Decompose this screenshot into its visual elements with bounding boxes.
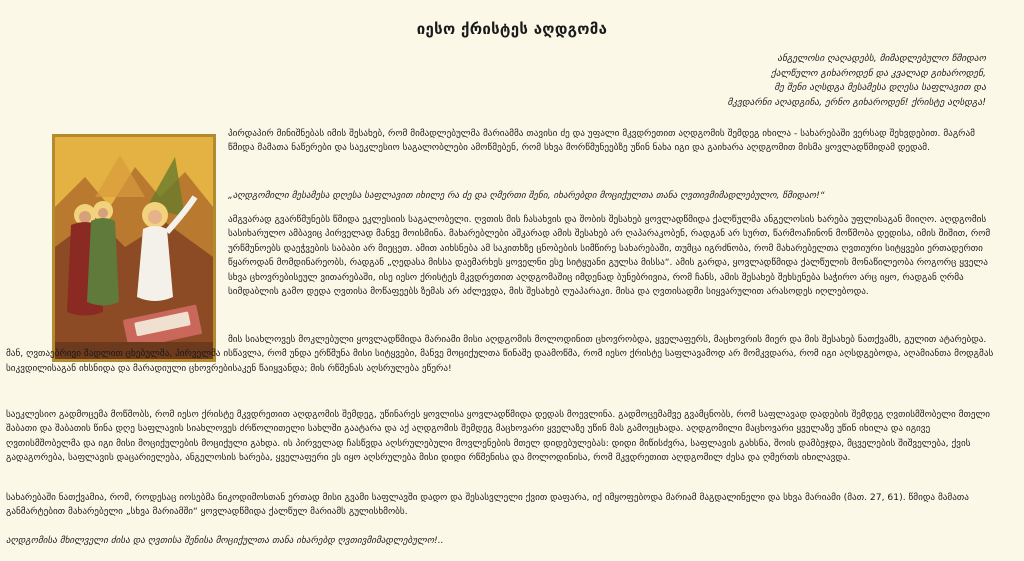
epigraph-line: ანგელოსი ღაღადებს, მიმადლებულო წმიდაო bbox=[777, 53, 986, 64]
hymn-quote: „აღდგომილი მესამესა დღესა საფლავით იხილე რა ძე და ღმერთი შენი, იხარებდი მოციქულთა თანა ღვთივმიმადლებულო, წმიდაო!“ bbox=[228, 190, 825, 201]
paragraph: სახარებაში ნათქვამია, რომ, როდესაც იოსებმა ნიკოდიმოსთან ერთად მისი გვამი საფლავში დადო და შესასვლელი ქვით დაფარა, იქ იმყოფებოდა მარიამ მაგდალინელი და სხვა მარიამი (მათ. 27, 61). წმიდა მამათა განმარტებით მახარებელი „სხვა მარიამში“ ყოვლადწმიდა ქალწულ მარიამს გულისხმობს. bbox=[6, 492, 969, 518]
paragraph: მის სიახლოვეს მოკლებული ყოვლადწმიდა მარიამი მისი აღდგომის მოლოდინით ცხოვრობდა, ყველაფერს, მაცხოვრის მიერ და მის შესახებ ნათქვამს, გულით ატარებდა. მან, ღვთაებრივი მადლით ცხებულმა, პირველმა ისწავლა, რომ უნდა ერწმუნა მისი სიტყვები, მანვე მოციქულთა წინაშე დაამოწმა, რომ იესო ქრისტე საფლავამოდ არ მომკვდარა, რომ იგი აღსდგებოდა, აღამიანთა მოდგმას სიკვდილისაგან იხსნიდა და მარადიული ცხოვრებისაკენ წაიყვანდა; მის რწმენას აღსრულება ეწერა! bbox=[6, 334, 994, 374]
epigraph-line: ქალწულო გიხაროდენ და კვალად გიხაროდენ, bbox=[771, 67, 986, 79]
article bbox=[6, 0, 1018, 561]
epigraph-line: მე შენი აღსდგა მესამესა დღესა საფლავით და bbox=[774, 82, 986, 93]
epigraph bbox=[606, 52, 986, 110]
paragraph: პირდაპირ მინიშნებას იმის შესახებ, რომ მიმადლებულმა მარიამმა თავისი ძე და უფალი მკვდრეთით აღდგომის შემდეგ იხილა - სახარებაში ვერსად შეხვდებით. მაგრამ წმიდა მამათა ნაწერები და საეკლესიო საგალობლები ამოწმებენ, რომ სხვა მორწმუნეებზე უწინ ნახა იგი და გაიხარა აღდგომით მისმა ყოვლადწმიდამ დედამ. bbox=[228, 128, 975, 154]
epigraph-line: მკვდარნი აღადგინა, ერნო გიხაროდენ! ქრისტე აღსდგა! bbox=[727, 96, 986, 108]
icon-image-frame bbox=[52, 134, 216, 362]
closing-hymn: აღდგომისა მხილველი ძისა და ღვთისა შენისა მოციქულთა თანა იხარებდ ღვთივმიმადლებულო!.. bbox=[6, 535, 444, 546]
myrrh-bearing-women-icon bbox=[55, 137, 213, 359]
paragraph: საეკლესიო გადმოცემა მოწმობს, რომ იესო ქრისტე მკვდრეთით აღდგომის შემდეგ, უწინარეს ყოვლისა ყოვლადწმიდა დედას მოევლინა. გადმოცემამვე გვამცნობს, რომ საფლავად დადების შემდეგ ღვთისმშობელი მთელი შაბათი და შაბათის წინა დღე საფლავის სიახლოვეს ძრწოლითელი სახლში გაატარა და აქ აღდგომის შემდეგ მაცხოვარი ყველაზე უწინ მას გამოეცხადა. აღდგომილი მაცხოვარი ყველაზე უწინ იხილა და იგივე ღვთისმშობელმა და იგი მისი მოციქულების მოციქული გახდა. ის პირველად ჩასწვდა აღსრულებული მოვლენების მთელ დიდებულებას: დიდი მიწისძვრა, საფლავის გახსნა, შოის დამბეჯდა, მცველების შიშველება, ქვის გადაგორება, საფლავის დაცარიელება, ანგელოსის ხარება, ყველაფერი ეს იყო აღსრულება მისი დიდი რწმენისა და მოლოდინისა, რომ მკვდრეთით აღდგომილ ძესა და ღმერთს იხილავდა. bbox=[6, 409, 991, 464]
paragraph: ამგვარად გვარწმუნებს წმიდა ეკლესიის საგალობელი. ღვთის მის ჩასახვის და შობის შესახებ ყოვლადწმიდა ქალწულმა ანგელოსის ხარება უფლისაგან მიიღო. აღდგომის სასიხარულო ამბავიც პირველად მანვე მოისმინა. მახარებლები აშკარად ამის შესახებ არ ღაპარაკობენ, რადგან არ სურთ, წარმოაჩინონ მოწმობა დედისა, იმის შიშით, რომ ურწმუნოებს დაეჭვების საბაბი არ მიეცეთ. ამით აიხსნება ამ საკითხზე ცნობების სიმწირე სახარებაში, თუმცა იგრძნობა, რომ მახარებელთა ღვთიური სიტყვები ერთადერთი წყაროდან მომდინარეობს, რადგან „ღედასა მისსა დაემარხეს ყოველნი ესე სიტყუანი გულსა მისსა“. ამის გარდა, ყოვლადწმიდა ქალწულის მონაწილეობა როგორც ყველა სხვა ცხოვრებისეულ ვითარებაში, ისე იესო ქრისტეს მკვდრეთით აღდგომაშიც იმდენად ბუნებრივია, რომ ჩანს, ამის შესახებ შეხსენება საჭირო არც იყო, რადგან ღრმა სიმდაბლის გამო დედა ღვთისა მოწაფეებს ზემას არ აძლევდა, მის შესახებ ღუაპარაკი. მისა და ღვთისადმი სიყვარულით არასოდეს იღლებოდა. bbox=[228, 214, 991, 298]
page-title: იესო ქრისტეს აღდგომა bbox=[416, 20, 608, 38]
